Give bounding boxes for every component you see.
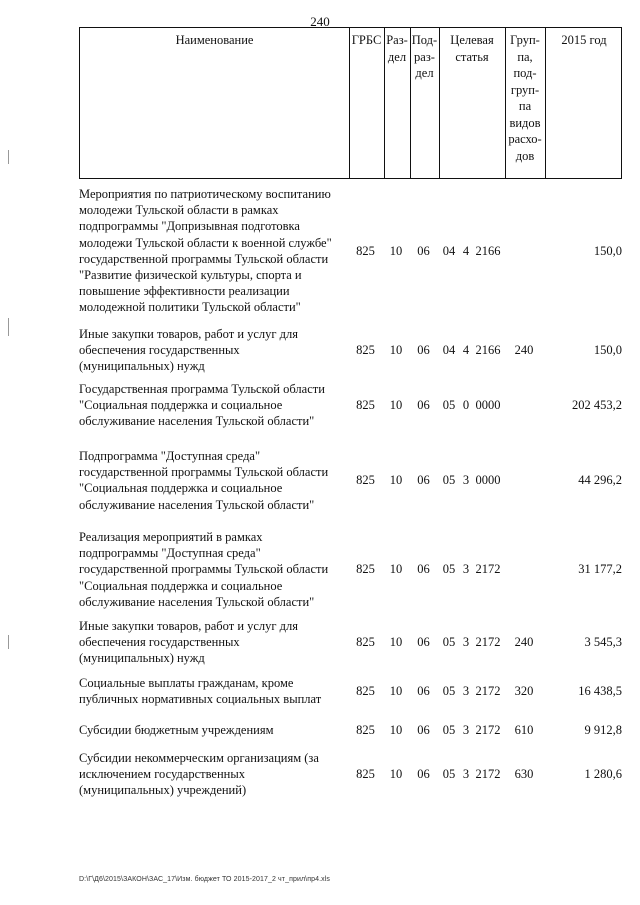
row-name-line: государственной программы Тульской области <box>79 562 329 577</box>
table-row <box>79 381 622 430</box>
cell-podrazdel: 06 <box>417 684 430 698</box>
cell-grbs: 825 <box>356 244 375 258</box>
header-target-line: статья <box>455 49 489 64</box>
cell-group: 240 <box>514 635 534 649</box>
cell-t3: 0000 <box>475 398 501 412</box>
cell-t1: 05 <box>442 473 456 487</box>
cell-razdel: 10 <box>389 723 403 737</box>
cell-amount: 31 177,2 <box>578 562 622 576</box>
cell-razdel: 10 <box>389 767 403 781</box>
cell-t2: 3 <box>462 473 470 487</box>
row-name-line: Иные закупки товаров, работ и услуг для <box>79 619 299 633</box>
footer-file-path: D:\Г\Д6\2015\ЗАКОН\ЗАС_17\Изм. бюджет ТО 2015-2017_2 чт_прил\пр4.xls <box>79 876 330 883</box>
cell-t1: 05 <box>442 723 456 737</box>
row-name-line: "Социальная поддержка и социальное <box>79 578 283 593</box>
cell-razdel: 10 <box>389 398 403 412</box>
header-group-line: под- <box>513 66 537 80</box>
row-name-line: исключением государственных <box>79 767 246 782</box>
margin-mark <box>8 150 9 164</box>
cell-razdel: 10 <box>389 562 403 576</box>
row-name-line: Иные закупки товаров, работ и услуг для <box>79 327 299 341</box>
cell-amount: 16 438,5 <box>578 684 622 698</box>
column-divider <box>545 28 546 178</box>
cell-group: 320 <box>514 684 534 698</box>
cell-podrazdel: 06 <box>417 635 430 649</box>
row-name-line: Государственная программа Тульской области <box>79 382 325 396</box>
cell-t1: 04 <box>442 244 456 258</box>
cell-t1: 05 <box>442 767 456 781</box>
row-name-line: Подпрограмма "Доступная среда" <box>79 449 261 463</box>
cell-grbs: 825 <box>356 635 375 649</box>
cell-podrazdel: 06 <box>417 473 430 487</box>
cell-group: 610 <box>514 723 534 737</box>
header-razdel-line: дел <box>387 49 407 64</box>
header-podrazdel-line: раз- <box>414 49 435 64</box>
row-name <box>79 750 349 799</box>
cell-grbs: 825 <box>356 684 375 698</box>
cell-t3: 2172 <box>475 562 501 576</box>
row-name-line: молодежной политики Тульской области" <box>79 300 301 315</box>
header-group-line: па, <box>517 49 533 64</box>
row-name <box>79 186 349 316</box>
table-header <box>79 27 622 179</box>
margin-mark <box>8 635 9 649</box>
cell-grbs: 825 <box>356 723 375 737</box>
cell-grbs: 825 <box>356 562 375 576</box>
cell-t3: 2166 <box>475 244 501 258</box>
cell-amount: 150,0 <box>593 244 622 258</box>
cell-podrazdel: 06 <box>417 562 430 576</box>
row-name-line: молодежи Тульской области в рамках <box>79 203 279 218</box>
row-name-line: подпрограммы "Допризывная подготовка <box>79 219 300 234</box>
cell-t3: 2172 <box>475 635 501 649</box>
cell-t1: 05 <box>442 684 456 698</box>
cell-grbs: 825 <box>356 398 375 412</box>
row-name-line: "Развитие физической культуры, спорта и <box>79 268 302 283</box>
cell-podrazdel: 06 <box>417 244 430 258</box>
cell-t2: 3 <box>462 767 470 781</box>
cell-group: 240 <box>514 343 534 357</box>
row-name-line: государственной программы Тульской области <box>79 465 329 480</box>
table-row <box>79 186 622 316</box>
cell-t2: 3 <box>462 562 470 576</box>
cell-amount: 1 280,6 <box>584 767 622 781</box>
cell-t2: 3 <box>462 635 470 649</box>
cell-group: 630 <box>514 767 534 781</box>
row-name-line: (муниципальных) учреждений) <box>79 783 247 798</box>
table-row <box>79 675 622 707</box>
cell-razdel: 10 <box>389 684 403 698</box>
header-group-line: груп- <box>510 82 540 97</box>
cell-t3: 2166 <box>475 343 501 357</box>
cell-podrazdel: 06 <box>417 723 430 737</box>
table-row <box>79 750 622 799</box>
cell-razdel: 10 <box>389 244 403 258</box>
row-name-line: "Социальная поддержка и социальное <box>79 398 283 413</box>
cell-razdel: 10 <box>389 343 403 357</box>
table-row <box>79 448 622 513</box>
header-target <box>439 32 505 65</box>
row-name <box>79 381 349 430</box>
column-divider <box>349 28 350 178</box>
row-name-line: молодежи Тульской области к военной службе" <box>79 235 332 250</box>
cell-podrazdel: 06 <box>417 343 430 357</box>
header-group-line: Груп- <box>510 33 540 47</box>
header-group-line: видов <box>509 115 541 130</box>
row-name <box>79 326 349 375</box>
cell-t1: 05 <box>442 635 456 649</box>
margin-mark <box>8 318 9 336</box>
row-name-line: (муниципальных) нужд <box>79 651 205 666</box>
header-group <box>505 32 545 164</box>
cell-grbs: 825 <box>356 343 375 357</box>
row-name-line: обслуживание населения Тульской области" <box>79 414 315 429</box>
row-name <box>79 529 349 610</box>
row-name <box>79 722 349 738</box>
row-name-line: (муниципальных) нужд <box>79 359 205 374</box>
row-name <box>79 618 349 667</box>
row-name-line: Субсидии бюджетным учреждениям <box>79 723 274 737</box>
cell-t3: 2172 <box>475 767 501 781</box>
header-group-line: дов <box>515 148 535 163</box>
cell-amount: 44 296,2 <box>578 473 622 487</box>
cell-amount: 150,0 <box>593 343 622 357</box>
header-group-line: расхо- <box>508 132 542 146</box>
cell-podrazdel: 06 <box>417 398 430 412</box>
table-row <box>79 722 622 738</box>
row-name-line: Мероприятия по патриотическому воспитанию <box>79 187 331 201</box>
cell-amount: 3 545,3 <box>584 635 622 649</box>
row-name-line: "Социальная поддержка и социальное <box>79 481 283 496</box>
cell-t2: 4 <box>462 343 470 357</box>
row-name-line: Социальные выплаты гражданам, кроме <box>79 676 294 690</box>
header-grbs: ГРБС <box>351 33 382 47</box>
cell-grbs: 825 <box>356 767 375 781</box>
header-razdel <box>384 32 410 65</box>
row-name-line: государственной программы Тульской области <box>79 251 329 266</box>
row-name-line: публичных нормативных социальных выплат <box>79 692 322 707</box>
row-name-line: обеспечения государственных <box>79 343 240 358</box>
header-name: Наименование <box>175 33 254 47</box>
row-name-line: подпрограммы "Доступная среда" <box>79 546 261 561</box>
header-group-line: па <box>518 99 532 113</box>
header-podrazdel-line: Под- <box>411 33 438 47</box>
header-podrazdel <box>410 32 439 82</box>
cell-t3: 0000 <box>475 473 501 487</box>
cell-t2: 0 <box>462 398 470 412</box>
cell-razdel: 10 <box>389 473 403 487</box>
header-podrazdel-line: дел <box>415 66 434 80</box>
page-number: 240 <box>310 14 330 29</box>
cell-t1: 05 <box>442 562 456 576</box>
cell-t2: 4 <box>462 244 470 258</box>
table-row <box>79 529 622 610</box>
row-name-line: обеспечения государственных <box>79 635 240 650</box>
cell-t1: 04 <box>442 343 456 357</box>
cell-grbs: 825 <box>356 473 375 487</box>
header-year: 2015 год <box>561 33 607 47</box>
cell-amount: 9 912,8 <box>584 723 622 737</box>
table-row <box>79 618 622 667</box>
row-name <box>79 675 349 707</box>
cell-t3: 2172 <box>475 723 501 737</box>
cell-t1: 05 <box>442 398 456 412</box>
row-name-line: Реализация мероприятий в рамках <box>79 530 263 544</box>
row-name-line: Субсидии некоммерческим организациям (за <box>79 751 319 765</box>
row-name-line: повышение эффективности реализации <box>79 284 290 299</box>
cell-amount: 202 453,2 <box>572 398 622 412</box>
cell-t3: 2172 <box>475 684 501 698</box>
row-name <box>79 448 349 513</box>
cell-t2: 3 <box>462 723 470 737</box>
cell-razdel: 10 <box>389 635 403 649</box>
header-target-line: Целевая <box>450 33 494 47</box>
row-name-line: обслуживание населения Тульской области" <box>79 497 315 512</box>
row-name-line: обслуживание населения Тульской области" <box>79 594 315 609</box>
header-razdel-line: Раз- <box>386 33 408 47</box>
table-row <box>79 326 622 375</box>
cell-t2: 3 <box>462 684 470 698</box>
cell-podrazdel: 06 <box>417 767 430 781</box>
